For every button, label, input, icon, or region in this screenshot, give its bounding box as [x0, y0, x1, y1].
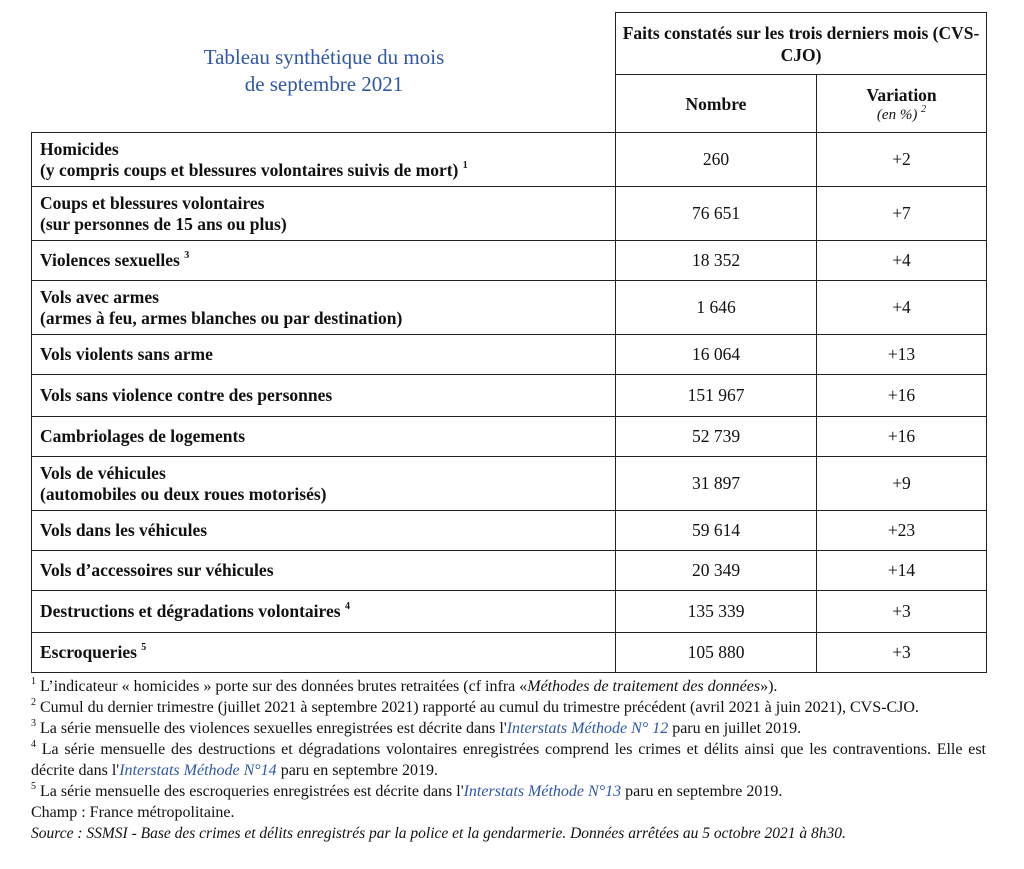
row-variation: +16: [817, 417, 987, 457]
row-label: [32, 133, 616, 187]
champ-note: Champ : France métropolitaine.: [31, 804, 235, 821]
row-nombre: 105 880: [616, 633, 817, 673]
row-nombre: 31 897: [616, 457, 817, 511]
row-label-line1: Vols violents sans arme: [40, 344, 213, 364]
row-variation: +4: [817, 241, 987, 281]
footnotes: [31, 676, 986, 844]
footnote-5: $^5$ La série mensuelle des escroqueries enregistrées est décrite dans l'Interstats Méthode N°13 paru en septembre 2019.: [31, 780, 783, 800]
row-label-line2: (automobiles ou deux roues motorisés): [40, 483, 327, 504]
interstats-13-link[interactable]: Interstats Méthode N°13: [463, 783, 622, 800]
row-nombre: 151 967: [616, 375, 817, 417]
row-nombre: 59 614: [616, 511, 817, 551]
row-note: 1: [462, 159, 468, 171]
row-note: 5: [141, 642, 147, 654]
row-label: [32, 591, 616, 633]
row-nombre: 260: [616, 133, 817, 187]
header-variation: [817, 75, 987, 133]
footnote-1: $^1$ L’indicateur « homicides » porte sur des données brutes retraitées (cf infra «Méthodes de traitement des données»).: [31, 675, 778, 695]
row-label-line2: (y compris coups et blessures volontaires suivis de mort) $^1$: [40, 159, 468, 180]
row-label-line1: Coups et blessures volontaires: [40, 192, 265, 213]
table-row: [32, 133, 987, 187]
row-variation: +4: [817, 281, 987, 335]
row-variation: +23: [817, 511, 987, 551]
summary-table: [31, 12, 987, 673]
row-label-line1: Escroqueries $^5$: [40, 642, 147, 662]
row-label-line1: Vols d’accessoires sur véhicules: [40, 560, 274, 580]
header-nombre: Nombre: [616, 75, 817, 133]
header-variation-sub: (en %): [876, 106, 918, 123]
row-nombre: 20 349: [616, 551, 817, 591]
title-line-2: de septembre 2021: [244, 72, 404, 96]
row-label: [32, 417, 616, 457]
footnote-2: $^2$ Cumul du dernier trimestre (juillet 2021 à septembre 2021) rapporté au cumul du trimestre précédent (avril 2021 à juin 2021), CVS-CJO.: [31, 696, 919, 716]
footnote-4: $^4$ La série mensuelle des destructions et dégradations volontaires enregistrées comprend les crimes et délits ainsi que les contraventions. Elle est décrite dans l'Interstats Méthode N°14 paru en septembre 2019.: [31, 738, 987, 779]
table-row: [32, 511, 987, 551]
row-nombre: 52 739: [616, 417, 817, 457]
row-note: 3: [184, 250, 190, 262]
table-row: [32, 633, 987, 673]
row-label: [32, 335, 616, 375]
row-label-line1: Violences sexuelles $^3$: [40, 250, 190, 270]
table-row: [32, 187, 987, 241]
interstats-12-link[interactable]: Interstats Méthode N° 12: [506, 720, 669, 737]
row-variation: +14: [817, 551, 987, 591]
row-variation: +9: [817, 457, 987, 511]
row-label: [32, 375, 616, 417]
row-label-line2: (sur personnes de 15 ans ou plus): [40, 213, 287, 234]
row-label-line1: Vols sans violence contre des personnes: [40, 385, 333, 405]
title-line-1: Tableau synthétique du mois: [203, 45, 445, 69]
table-row: [32, 457, 987, 511]
row-label: [32, 241, 616, 281]
footnote-3: $^3$ La série mensuelle des violences sexuelles enregistrées est décrite dans l'Interstats Méthode N° 12 paru en juillet 2019.: [31, 717, 802, 737]
table-row: [32, 551, 987, 591]
row-variation: +3: [817, 633, 987, 673]
row-nombre: 16 064: [616, 335, 817, 375]
table-row: [32, 375, 987, 417]
table-row: [32, 591, 987, 633]
row-nombre: 1 646: [616, 281, 817, 335]
header-variation-unit: [817, 103, 986, 124]
header-blank-cell: [32, 13, 616, 133]
row-label-line1: Destructions et dégradations volontaires $^4$: [40, 601, 350, 621]
row-nombre: 18 352: [616, 241, 817, 281]
row-label-line2: (armes à feu, armes blanches ou par destination): [40, 307, 403, 328]
row-variation: +3: [817, 591, 987, 633]
row-label: [32, 187, 616, 241]
row-label-line1: Homicides: [40, 138, 119, 159]
row-nombre: 135 339: [616, 591, 817, 633]
source-note: Source : SSMSI - Base des crimes et délits enregistrés par la police et la gendarmerie. Données arrêtées au 5 octobre 2021 à 8h30.: [31, 825, 846, 842]
row-variation: +2: [817, 133, 987, 187]
row-label-line1: Vols de véhicules: [40, 462, 166, 483]
header-variation-note: 2: [921, 103, 927, 115]
header-variation-label: Variation: [866, 84, 937, 105]
table-row: [32, 241, 987, 281]
row-label-line1: Vols avec armes: [40, 286, 159, 307]
table-row: [32, 417, 987, 457]
row-variation: +16: [817, 375, 987, 417]
row-nombre: 76 651: [616, 187, 817, 241]
row-label: [32, 511, 616, 551]
row-label-line1: Vols dans les véhicules: [40, 520, 208, 540]
row-note: 4: [344, 601, 350, 613]
row-variation: +7: [817, 187, 987, 241]
table-row: [32, 281, 987, 335]
row-label: [32, 633, 616, 673]
row-label: [32, 551, 616, 591]
row-label: [32, 457, 616, 511]
table-row: [32, 335, 987, 375]
row-variation: +13: [817, 335, 987, 375]
row-label: [32, 281, 616, 335]
header-group: Faits constatés sur les trois derniers mois (CVS-CJO): [616, 13, 987, 75]
interstats-14-link[interactable]: Interstats Méthode N°14: [119, 762, 277, 779]
row-label-line1: Cambriolages de logements: [40, 426, 246, 446]
